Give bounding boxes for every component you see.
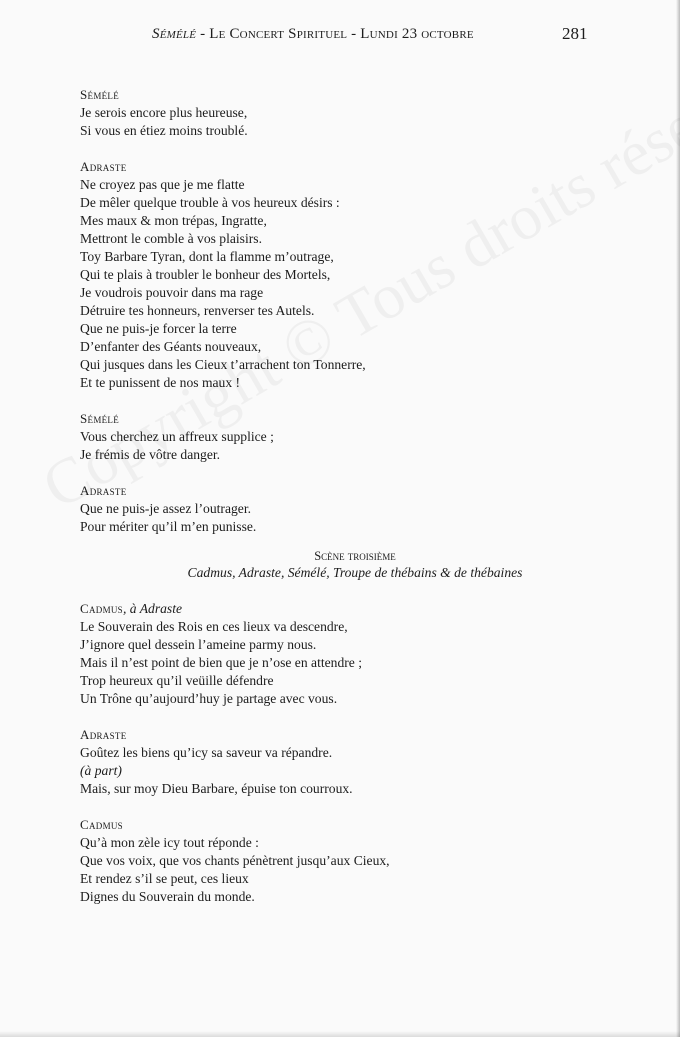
verse-line: Si vous en étiez moins troublé. <box>80 123 248 138</box>
verse-line: Trop heureux qu’il veüille défendre <box>80 673 274 688</box>
verse-line: J’ignore quel dessein l’ameine parmy nous. <box>80 637 317 652</box>
speaker-name: Cadmus <box>80 817 123 832</box>
verse-line: Que ne puis-je forcer la terre <box>80 321 237 336</box>
verse-line: D’enfanter des Géants nouveaux, <box>80 339 262 354</box>
verse-line: Qui jusques dans les Cieux t’arrachent ton Tonnerre, <box>80 357 366 372</box>
verse-line: Je voudrois pouvoir dans ma rage <box>80 285 264 300</box>
libretto-text <box>80 86 600 924</box>
verse-line: Un Trône qu’aujourd’huy je partage avec vous. <box>80 691 338 706</box>
verse-line: Et te punissent de nos maux ! <box>80 375 241 390</box>
verse-line: Vous cherchez un affreux supplice ; <box>80 429 274 444</box>
speech-block <box>80 410 600 464</box>
stage-direction: (à part) <box>80 763 122 778</box>
verse-line: Mais, sur moy Dieu Barbare, épuise ton courroux. <box>80 781 353 796</box>
running-head-title: Sémélé <box>152 26 197 42</box>
speaker-line <box>80 600 600 618</box>
speech-block <box>80 600 600 708</box>
verse-line: Pour mériter qu’il m’en punisse. <box>80 519 257 534</box>
scene-heading: Scène troisième <box>314 549 396 563</box>
speech-block <box>80 816 600 906</box>
running-head <box>152 26 474 43</box>
speaker-name: Adraste <box>80 159 127 174</box>
verse-line: Que vos voix, que vos chants pénètrent jusqu’aux Cieux, <box>80 853 390 868</box>
page-bottom-edge <box>0 1031 680 1037</box>
page-edge-shadow <box>676 0 680 1037</box>
scene-cast: Cadmus, Adraste, Sémélé, Troupe de thébains & de thébaines <box>187 565 523 580</box>
speaker-name: Cadmus <box>80 601 123 616</box>
verse-line: Ne croyez pas que je me flatte <box>80 177 245 192</box>
verse-line: Que ne puis-je assez l’outrager. <box>80 501 251 516</box>
verse-line: Je frémis de vôtre danger. <box>80 447 221 462</box>
speech-block <box>80 158 600 392</box>
verse-line: De mêler quelque trouble à vos heureux désirs : <box>80 195 340 210</box>
verse-line: Mais il n’est point de bien que je n’ose en attendre ; <box>80 655 362 670</box>
verse-line: Et rendez s’il se peut, ces lieux <box>80 871 249 886</box>
verse-line: Je serois encore plus heureuse, <box>80 105 248 120</box>
verse-line: Le Souverain des Rois en ces lieux va descendre, <box>80 619 348 634</box>
speaker-name: Adraste <box>80 483 127 498</box>
speaker-name: Sémélé <box>80 87 120 102</box>
verse-line: Détruire tes honneurs, renverser tes Autels. <box>80 303 315 318</box>
speech-block <box>80 726 600 798</box>
verse-line: Dignes du Souverain du monde. <box>80 889 255 904</box>
verse-line: Qu’à mon zèle icy tout réponde : <box>80 835 259 850</box>
verse-line: Mes maux & mon trépas, Ingratte, <box>80 213 267 228</box>
speech-block <box>80 482 600 536</box>
speech-block <box>80 86 600 140</box>
verse-line: Goûtez les biens qu’icy sa saveur va répandre. <box>80 745 333 760</box>
verse-line: Toy Barbare Tyran, dont la flamme m’outrage, <box>80 249 334 264</box>
speaker-name: Sémélé <box>80 411 120 426</box>
verse-line: Qui te plais à troubler le bonheur des Mortels, <box>80 267 331 282</box>
verse-line: Mettront le comble à vos plaisirs. <box>80 231 262 246</box>
running-head-subtitle: - Le Concert Spirituel - Lundi 23 octobre <box>196 26 474 42</box>
page-number: 281 <box>562 24 588 43</box>
speaker-name: Adraste <box>80 727 127 742</box>
stage-direction: , à Adraste <box>122 601 183 616</box>
